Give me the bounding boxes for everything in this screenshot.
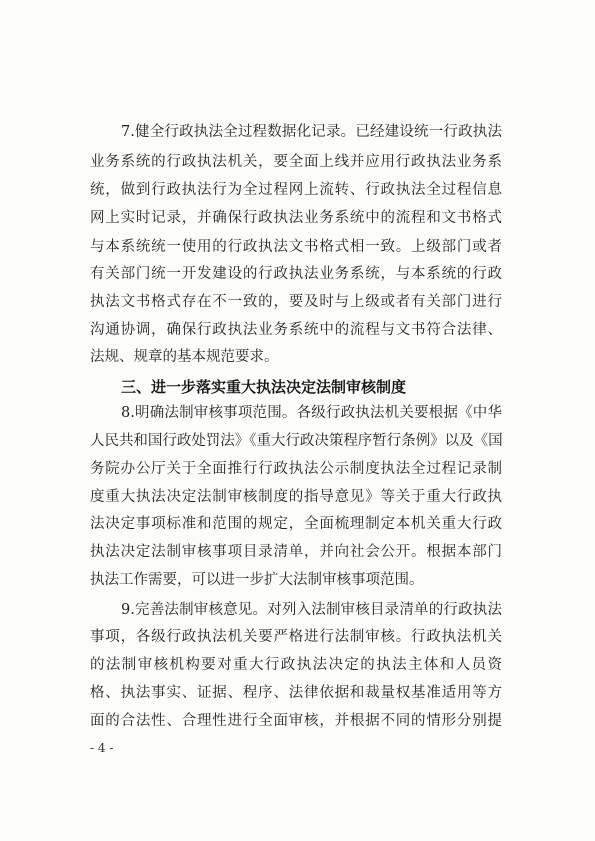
section-7-line: 有关部门统一开发建设的行政执法业务系统，与本系统的行政: [90, 266, 502, 282]
section-8-line: 8.明确法制审核事项范围。各级行政执法机关要根据《中华: [121, 405, 502, 421]
section-7-line: 业务系统的行政执法机关，要全面上线并应用行政执法业务系: [90, 154, 502, 170]
section-9-line: 面的合法性、合理性进行全面审核，并根据不同的情形分别提: [90, 713, 502, 729]
section-7-line: 与本系统统一使用的行政执法文书格式相一致。上级部门或者: [90, 239, 502, 255]
section-8-line: 务院办公厅关于全面推行行政执法公示制度执法全过程记录制: [90, 461, 502, 477]
section-8-line: 度重大执法决定法制审核制度的指导意见》等关于重大行政执: [90, 489, 502, 505]
section-7-line: 统，做到行政执法行为全过程网上流转、行政执法全过程信息: [90, 182, 502, 198]
page-number: - 4 -: [90, 741, 114, 755]
section-7-line: 法规、规章的基本规范要求。: [90, 349, 279, 365]
section-9-line: 9.完善法制审核意见。对列入法制审核目录清单的行政执法: [121, 602, 502, 618]
section-8-line: 执法决定法制审核事项目录清单，并向社会公开。根据本部门: [90, 544, 502, 560]
section-7-line: 沟通协调，确保行政执法业务系统中的流程与文书符合法律、: [90, 322, 502, 338]
section-9-line: 格、执法事实、证据、程序、法律依据和裁量权基准适用等方: [90, 685, 502, 701]
section-8-line: 法决定事项标准和范围的规定，全面梳理制定本机关重大行政: [90, 516, 502, 532]
section-7-line: 7.健全行政执法全过程数据化记录。已经建设统一行政执法: [121, 124, 502, 140]
section-7-line: 网上实时记录，并确保行政执法业务系统中的流程和文书格式: [90, 210, 502, 226]
section-8-line: 人民共和国行政处罚法》《重大行政决策程序暂行条例》以及《国: [90, 433, 502, 449]
section-heading: 三、进一步落实重大执法决定法制审核制度: [121, 378, 407, 396]
section-7-line: 执法文书格式存在不一致的，要及时与上级或者有关部门进行: [90, 294, 502, 310]
section-8-line: 执法工作需要，可以进一步扩大法制审核事项范围。: [90, 572, 424, 588]
section-9-line: 事项，各级行政执法机关要严格进行法制审核。行政执法机关: [90, 629, 502, 645]
section-9-line: 的法制审核机构要对重大行政执法决定的执法主体和人员资: [90, 657, 502, 673]
